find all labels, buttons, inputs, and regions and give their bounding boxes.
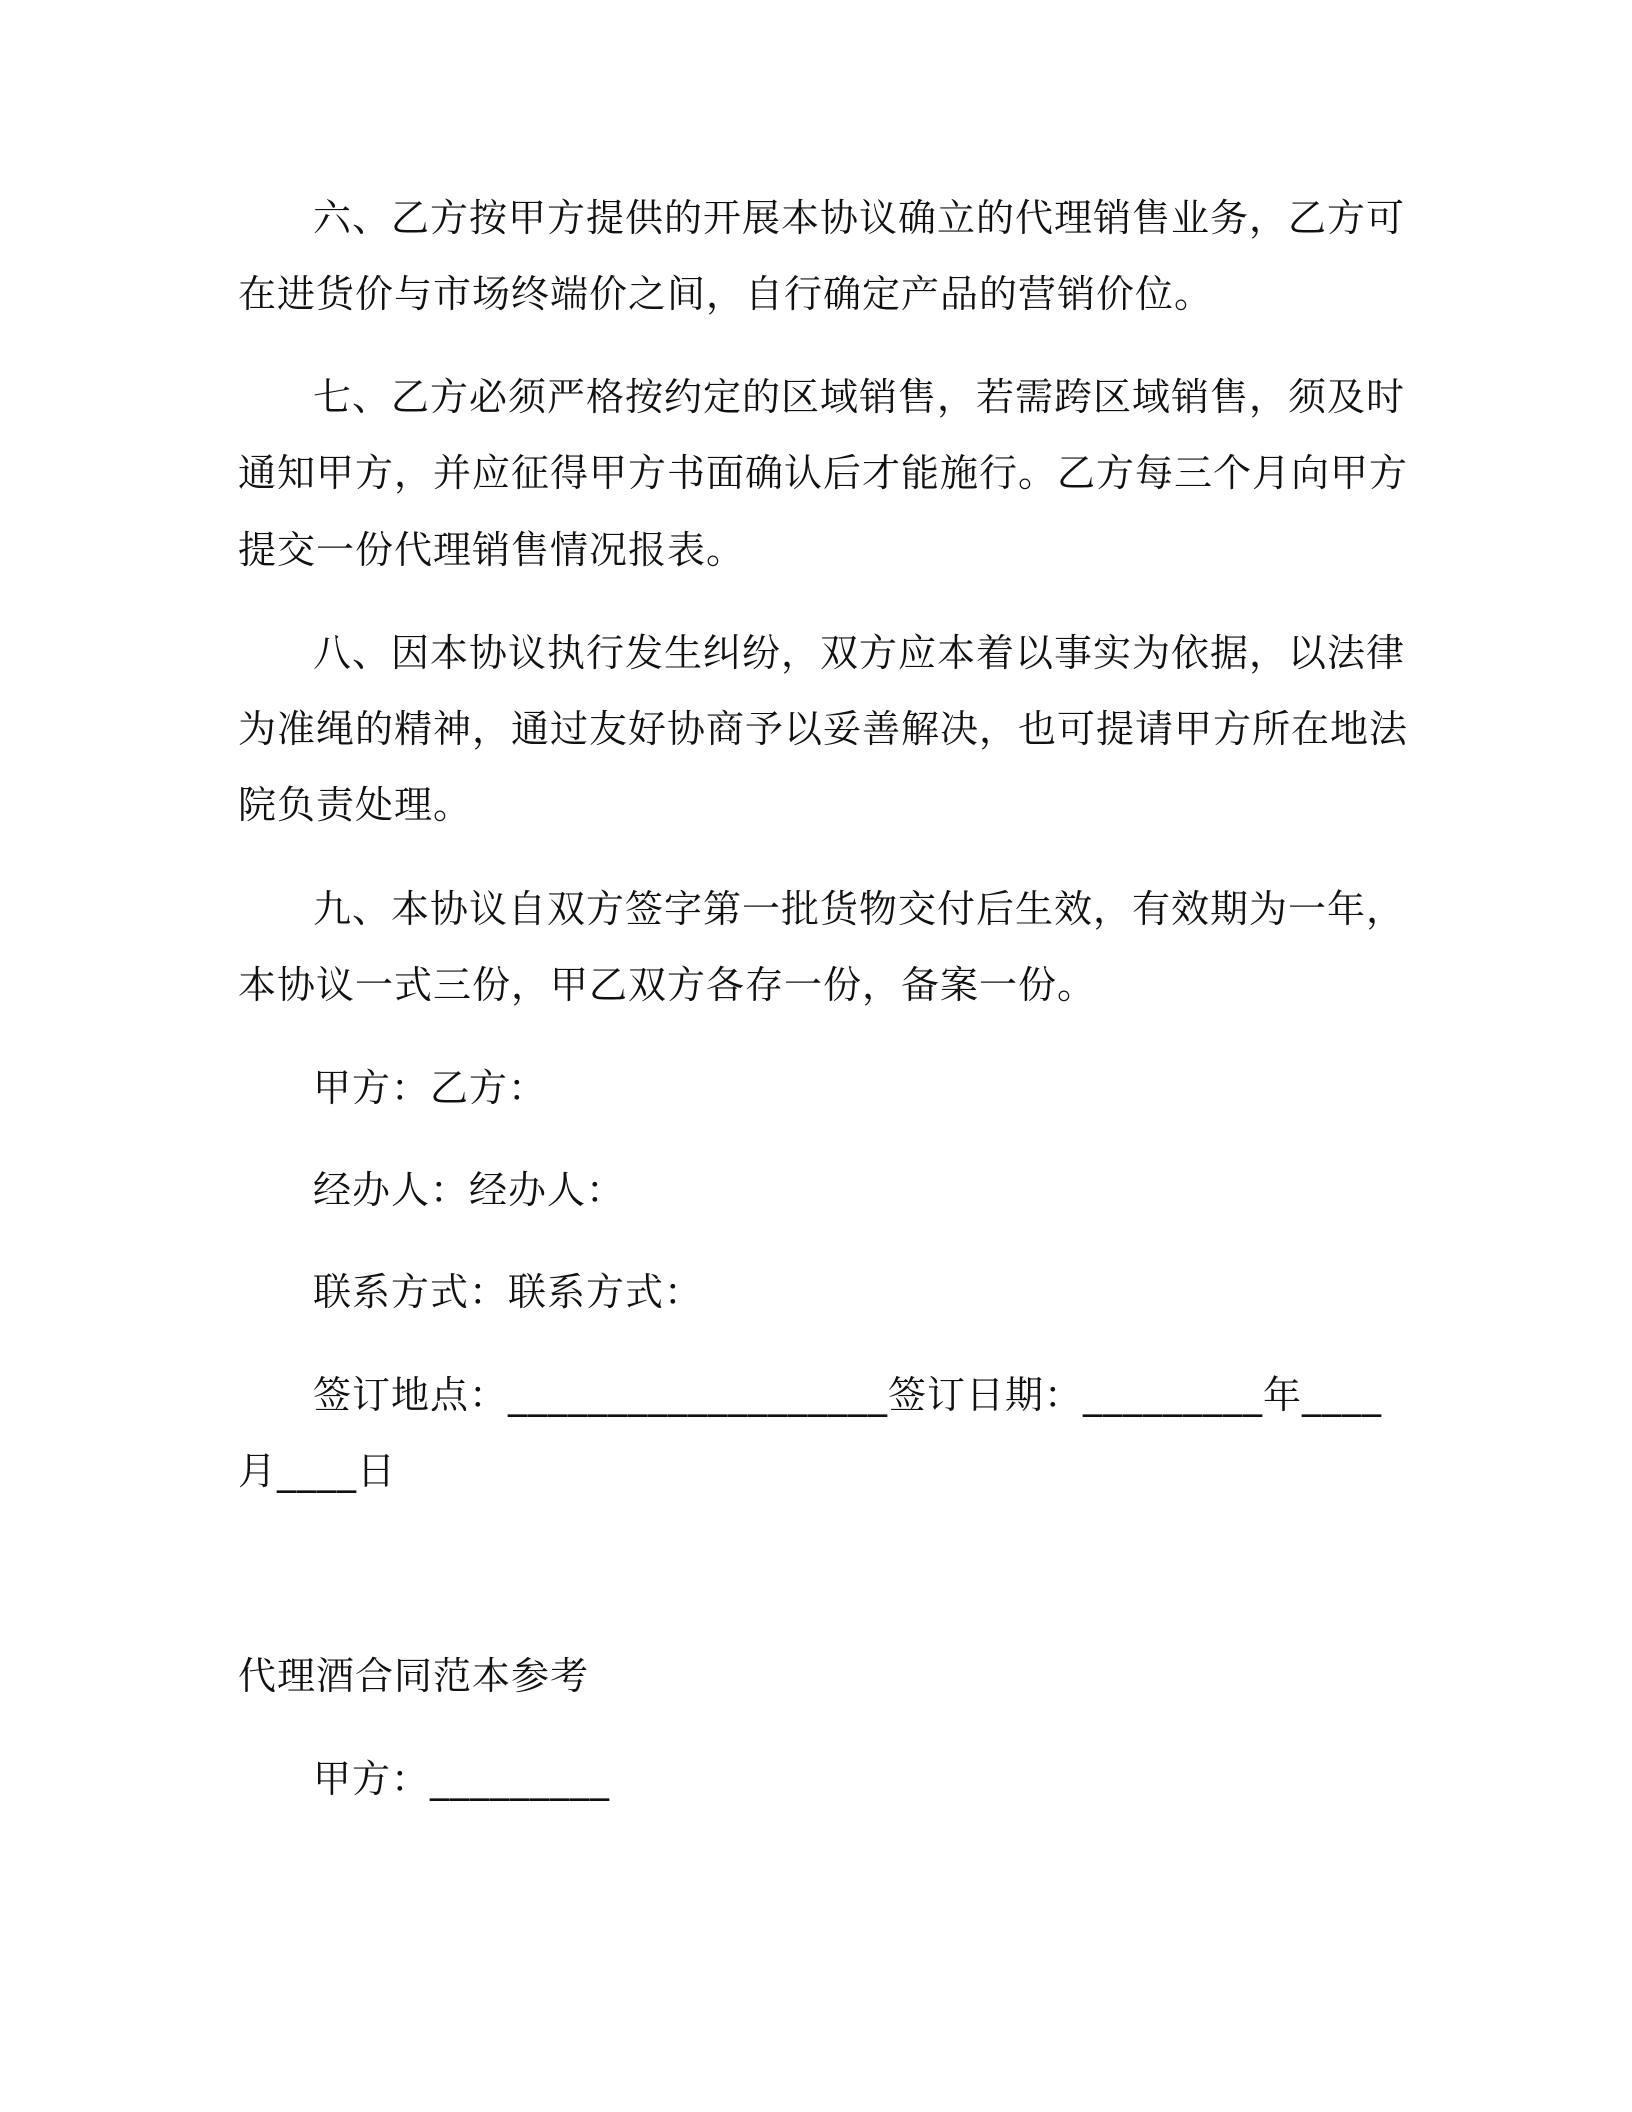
signature-contacts: 联系方式：联系方式： bbox=[313, 1270, 704, 1314]
clause-8-line-2: 为准绳的精神，通过友好协商予以妥善解决，也可提请甲方所在地法 bbox=[238, 707, 1409, 751]
signature-parties: 甲方：乙方： bbox=[313, 1066, 548, 1110]
next-contract-party-a: 甲方：_________ bbox=[313, 1757, 611, 1801]
clause-8-line-3: 院负责处理。 bbox=[238, 783, 473, 827]
clause-9-line-2: 本协议一式三份，甲乙双方各存一份，备案一份。 bbox=[238, 963, 1097, 1007]
clause-6-line-1: 六、乙方按甲方提供的开展本协议确立的代理销售业务，乙方可 bbox=[313, 196, 1406, 240]
next-contract-title: 代理酒合同范本参考 bbox=[238, 1654, 590, 1698]
clause-7-line-2: 通知甲方，并应征得甲方书面确认后才能施行。乙方每三个月向甲方 bbox=[238, 451, 1409, 495]
signature-handlers: 经办人：经办人： bbox=[313, 1168, 626, 1212]
clause-7-line-3: 提交一份代理销售情况报表。 bbox=[238, 528, 746, 572]
clause-9-line-1: 九、本协议自双方签字第一批货物交付后生效，有效期为一年， bbox=[313, 887, 1406, 931]
signature-place-date-line-1: 签订地点：___________________签订日期：_________年____ bbox=[313, 1373, 1383, 1417]
clause-8-line-1: 八、因本协议执行发生纠纷，双方应本着以事实为依据，以法律 bbox=[313, 631, 1406, 675]
signature-place-date-line-2: 月____日 bbox=[238, 1449, 397, 1493]
clause-6-line-2: 在进货价与市场终端价之间，自行确定产品的营销价位。 bbox=[238, 272, 1214, 316]
clause-7-line-1: 七、乙方必须严格按约定的区域销售，若需跨区域销售，须及时 bbox=[313, 375, 1406, 419]
